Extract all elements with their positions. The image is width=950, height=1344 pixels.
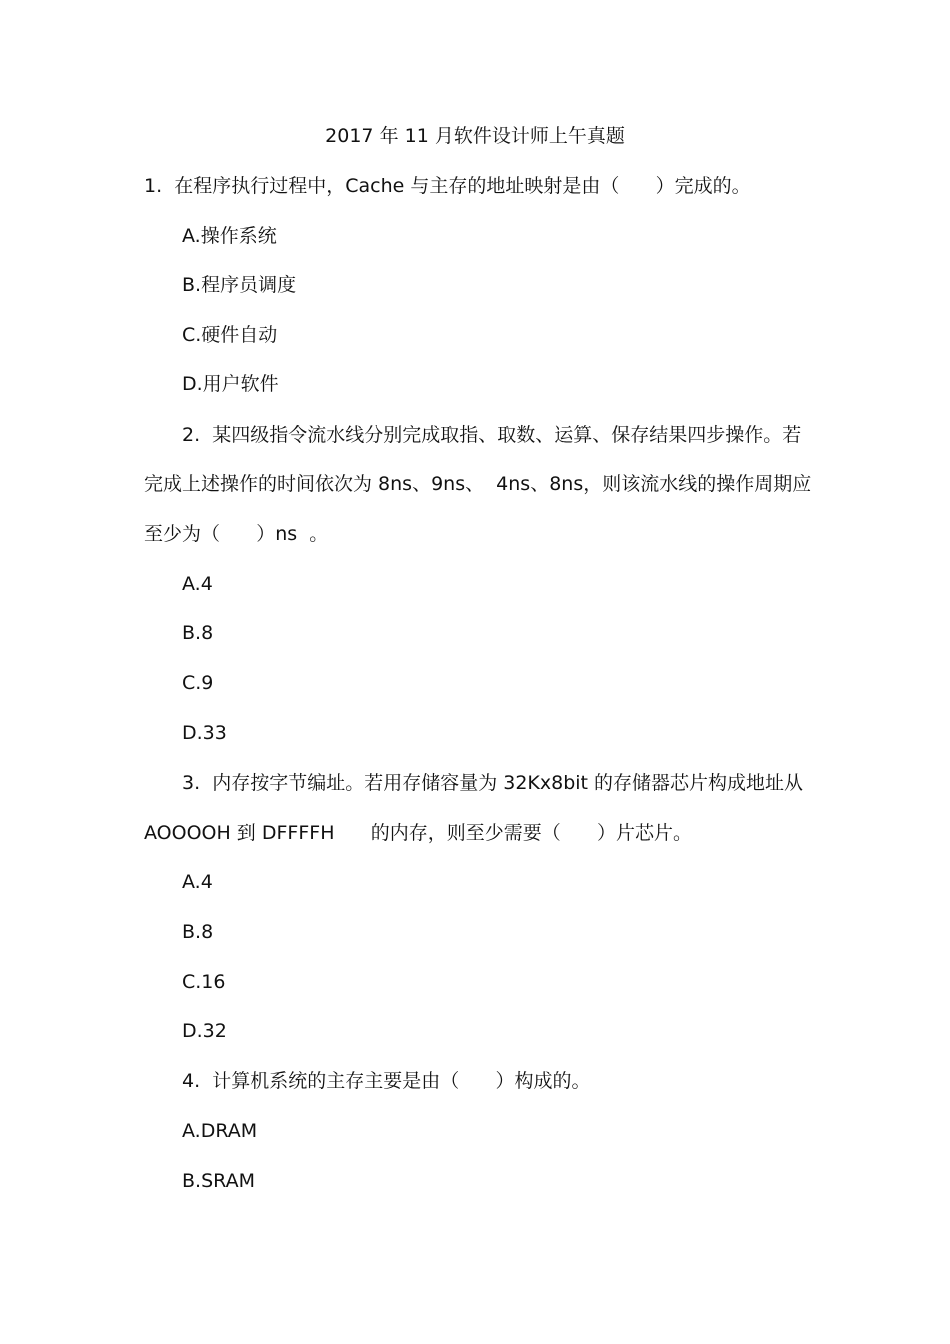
question-4-text: 4. 计算机系统的主存主要是由（ ）构成的。 bbox=[182, 1070, 591, 1092]
question-1-option-d: D.用户软件 bbox=[182, 373, 279, 395]
question-4-option-a: A.DRAM bbox=[182, 1120, 258, 1142]
question-3-option-c: C.16 bbox=[182, 971, 226, 993]
question-3-option-b: B.8 bbox=[182, 921, 214, 943]
question-2-option-c: C.9 bbox=[182, 672, 214, 694]
question-2-option-d: D.33 bbox=[182, 722, 227, 744]
question-3-text-line-1: 3. 内存按字节编址。若用存储容量为 32Kx8bit 的存储器芯片构成地址从 bbox=[182, 772, 804, 794]
question-3-option-a: A.4 bbox=[182, 871, 213, 893]
question-2-text-line-3: 至少为（ ）ns 。 bbox=[144, 523, 329, 545]
question-2-text-line-2: 完成上述操作的时间依次为 8ns、9ns、 4ns、8ns，则该流水线的操作周期应 bbox=[144, 473, 812, 495]
question-3-option-d: D.32 bbox=[182, 1020, 227, 1042]
question-3-text-line-2: AOOOOH 到 DFFFFH 的内存，则至少需要（ ）片芯片。 bbox=[144, 822, 692, 844]
question-2-option-b: B.8 bbox=[182, 622, 214, 644]
question-2-option-a: A.4 bbox=[182, 573, 213, 595]
question-1-text: 1. 在程序执行过程中，Cache 与主存的地址映射是由（ ）完成的。 bbox=[144, 175, 751, 197]
question-1-option-c: C.硬件自动 bbox=[182, 324, 278, 346]
question-4-option-b: B.SRAM bbox=[182, 1170, 255, 1192]
question-1-option-a: A.操作系统 bbox=[182, 225, 277, 247]
question-1-option-b: B.程序员调度 bbox=[182, 274, 297, 296]
page-title: 2017 年 11 月软件设计师上午真题 bbox=[325, 125, 625, 147]
question-2-text-line-1: 2. 某四级指令流水线分别完成取指、取数、运算、保存结果四步操作。若 bbox=[182, 424, 802, 446]
